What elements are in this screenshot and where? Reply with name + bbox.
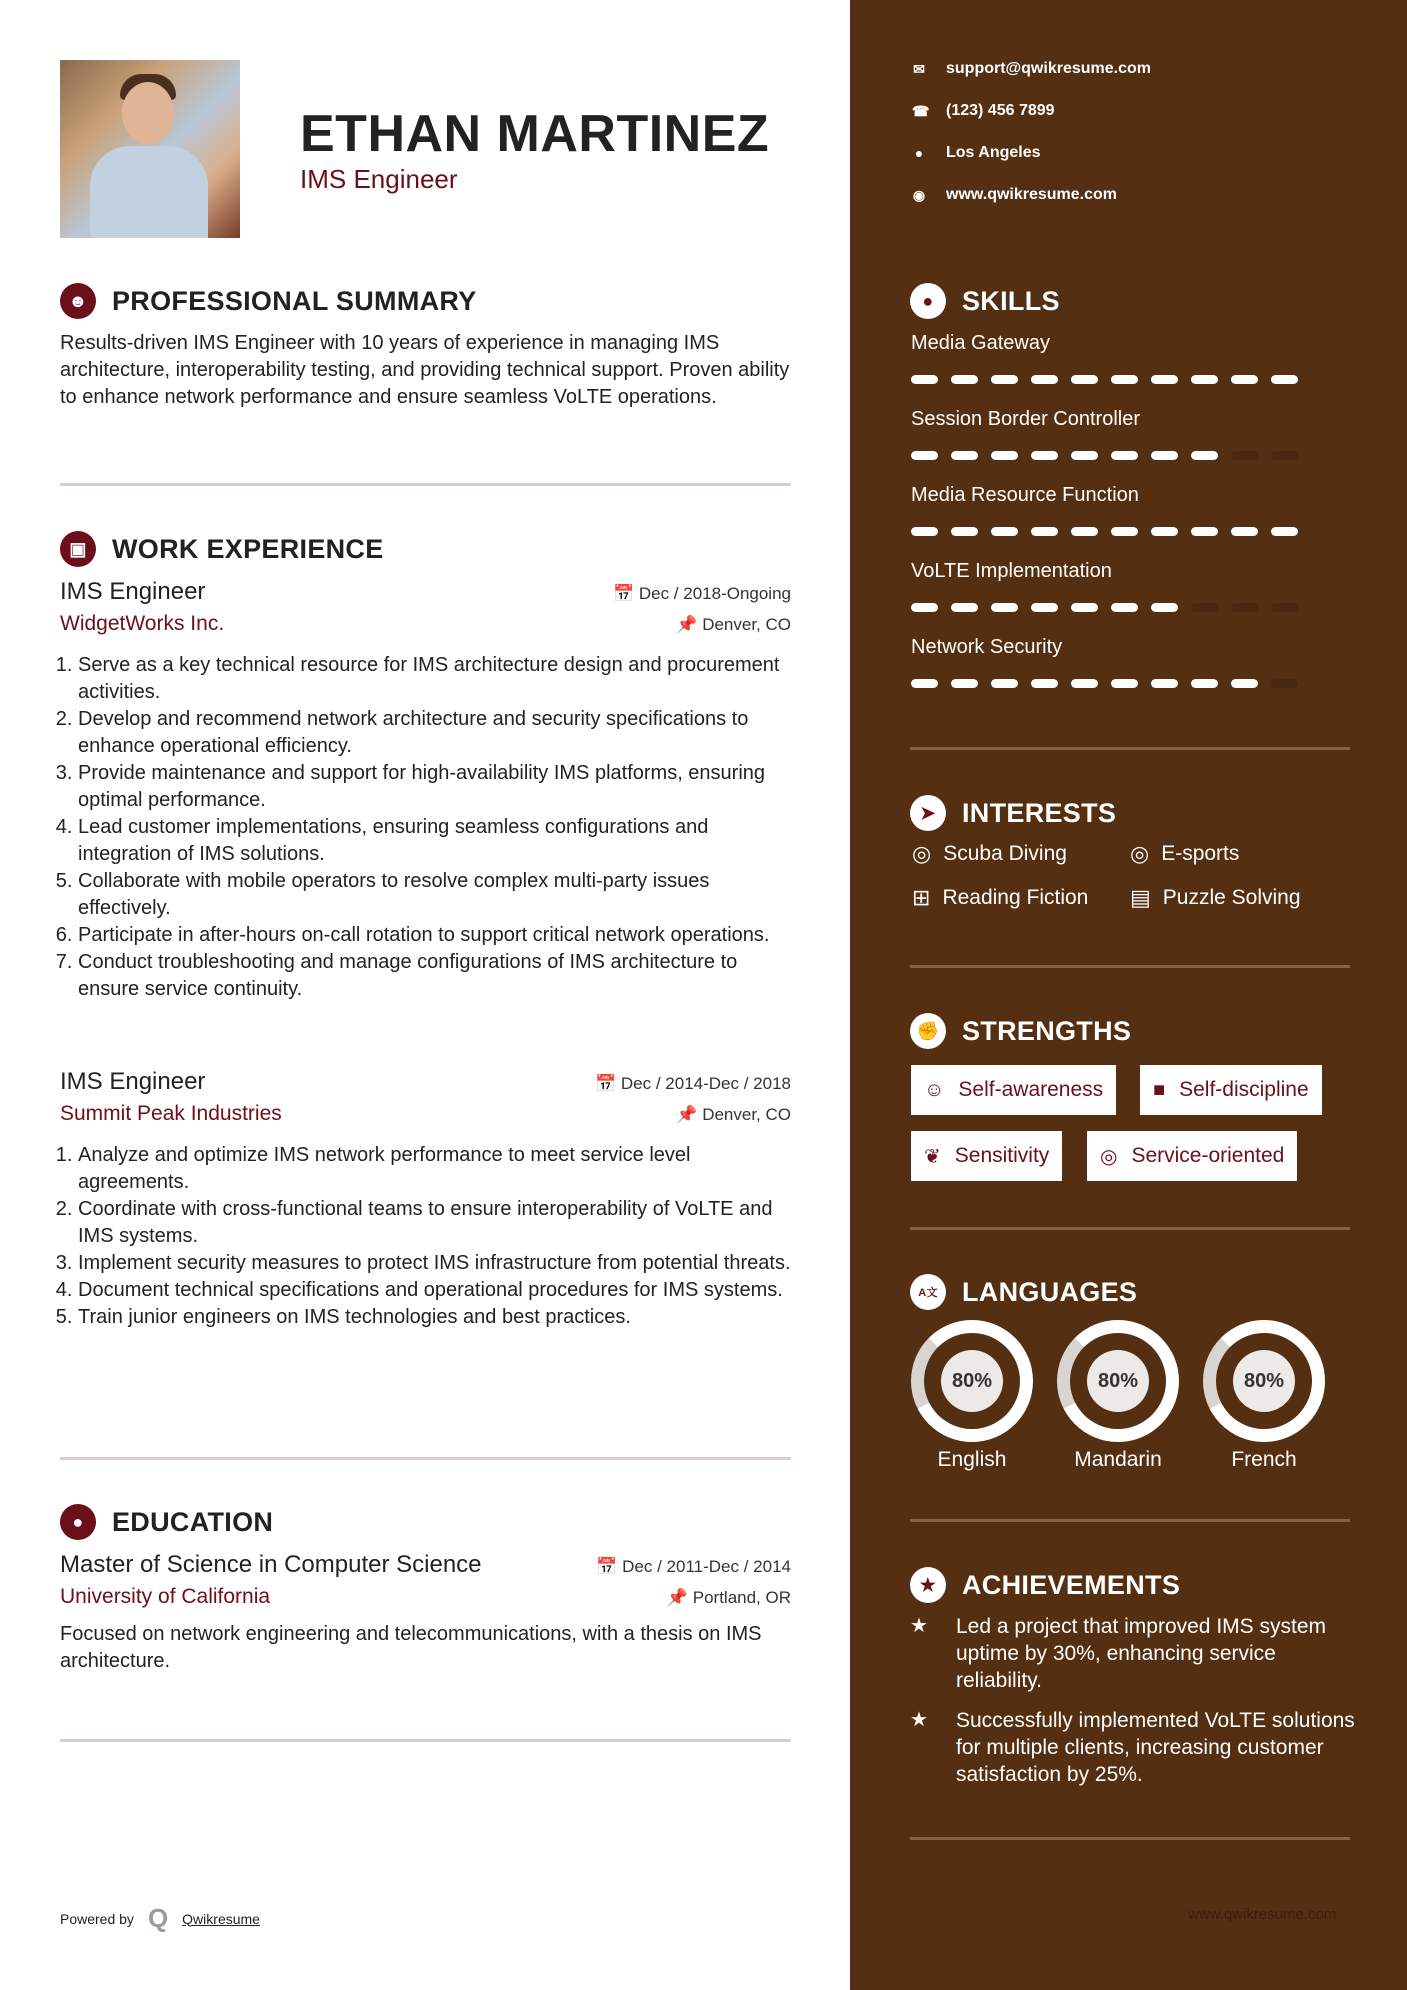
- email-link[interactable]: support@qwikresume.com: [946, 60, 1151, 77]
- map-pin-icon: ●: [914, 145, 924, 161]
- chair-icon: ▣: [60, 531, 96, 567]
- job-title: IMS Engineer: [60, 578, 206, 605]
- phone-text: (123) 456 7899: [946, 102, 1055, 119]
- skill-segment-filled: [1031, 451, 1058, 460]
- contact-location: [912, 141, 1151, 165]
- job-date: [613, 584, 791, 604]
- skill-segment-filled: [1031, 679, 1058, 688]
- powered-by-text: Powered by: [60, 1910, 134, 1927]
- skill-segment-filled: [1271, 375, 1298, 384]
- strength-chip: [1140, 1065, 1322, 1115]
- achievements-heading: [910, 1567, 1180, 1603]
- languages-heading: [910, 1274, 1137, 1310]
- divider: [910, 1837, 1350, 1840]
- skill-segment-filled: [1231, 375, 1258, 384]
- interest-label: E-sports: [1161, 842, 1240, 865]
- skill-segment-filled: [991, 375, 1018, 384]
- divider: [60, 483, 791, 486]
- skill-segment-filled: [911, 603, 938, 612]
- job-date-text: Dec / 2018-Ongoing: [638, 584, 791, 603]
- skills-list: [911, 332, 1298, 712]
- degree: Master of Science in Computer Science: [60, 1551, 482, 1578]
- user-circle-icon: ☺: [924, 1078, 945, 1101]
- lifebuoy-icon: ◎: [1130, 841, 1150, 866]
- achievement-item: [910, 1707, 1360, 1788]
- skill-item: [911, 484, 1298, 560]
- experience-heading-text: WORK EXPERIENCE: [112, 533, 384, 564]
- ring-inner: [924, 1333, 1020, 1429]
- user-icon: ☻: [60, 283, 96, 319]
- skill-segment-empty: [1271, 451, 1298, 460]
- job-bullet: 1. Serve as a key technical resource for IMS architecture design and procurement activities.: [78, 652, 791, 706]
- skill-segment-filled: [951, 527, 978, 536]
- skill-segment-filled: [951, 603, 978, 612]
- divider: [910, 747, 1350, 750]
- education-heading-text: EDUCATION: [112, 1506, 274, 1537]
- divider: [910, 965, 1350, 968]
- skill-segment-filled: [1191, 451, 1218, 460]
- skill-segment-filled: [911, 451, 938, 460]
- skill-level-bar: [911, 603, 1298, 612]
- lifebuoy-icon: ◎: [912, 841, 932, 866]
- interest-item: [1130, 841, 1239, 867]
- strengths-heading: [910, 1013, 1131, 1049]
- calendar-icon: 📅: [612, 584, 639, 603]
- education-location-text: Portland, OR: [692, 1588, 791, 1607]
- leaf-icon: ❦: [924, 1145, 941, 1168]
- skill-segment-filled: [951, 679, 978, 688]
- translate-icon: A文: [910, 1274, 946, 1310]
- strength-label: Self-discipline: [1179, 1078, 1309, 1101]
- qwikresume-link[interactable]: Qwikresume: [182, 1910, 260, 1927]
- language-progress-ring: [911, 1320, 1033, 1442]
- skill-item: [911, 332, 1298, 408]
- divider: [60, 1739, 791, 1742]
- language-item: [1203, 1320, 1325, 1472]
- phone-icon: ☎: [912, 102, 930, 119]
- envelope-icon: ✉: [913, 60, 925, 77]
- job-entry: [60, 578, 791, 1003]
- skill-segment-filled: [1071, 527, 1098, 536]
- job-bullet: 5. Collaborate with mobile operators to resolve complex multi-party issues effectively.: [78, 868, 791, 922]
- divider: [910, 1227, 1350, 1230]
- interest-item: [912, 841, 1067, 867]
- candidate-name: ETHAN MARTINEZ: [300, 105, 770, 163]
- skill-segment-filled: [1151, 375, 1178, 384]
- contact-list: [912, 57, 1151, 207]
- skill-segment-filled: [1071, 451, 1098, 460]
- education-location: [667, 1588, 791, 1608]
- job-location-text: Denver, CO: [702, 1105, 791, 1124]
- interest-label: Scuba Diving: [943, 842, 1067, 865]
- achievement-text: Successfully implemented VoLTE solutions for multiple clients, increasing customer satisfaction by 25%.: [956, 1709, 1355, 1786]
- pin-icon: 📌: [666, 1588, 693, 1607]
- language-name: French: [1231, 1448, 1297, 1471]
- strength-label: Service-oriented: [1131, 1144, 1285, 1167]
- job-entry: [60, 1068, 791, 1331]
- interest-item: [912, 885, 1088, 911]
- language-name: English: [937, 1448, 1007, 1471]
- skill-segment-filled: [911, 527, 938, 536]
- skill-segment-filled: [1071, 679, 1098, 688]
- job-bullet: 3. Implement security measures to protect IMS infrastructure from potential threats.: [78, 1250, 791, 1277]
- job-bullet: 3. Provide maintenance and support for high-availability IMS platforms, ensuring optimal performance.: [78, 760, 791, 814]
- job-location: [676, 615, 791, 635]
- skill-segment-empty: [1231, 451, 1258, 460]
- interest-label: Puzzle Solving: [1162, 886, 1301, 909]
- job-company: WidgetWorks Inc.: [60, 612, 225, 635]
- summary-heading-text: PROFESSIONAL SUMMARY: [112, 285, 477, 316]
- skill-segment-filled: [1031, 375, 1058, 384]
- fist-icon: ✊: [910, 1013, 946, 1049]
- summary-heading: [60, 283, 477, 319]
- skill-name: VoLTE Implementation: [911, 560, 1112, 582]
- website-link[interactable]: www.qwikresume.com: [946, 186, 1118, 203]
- job-date: [595, 1074, 791, 1094]
- skill-segment-filled: [991, 679, 1018, 688]
- skill-segment-filled: [1111, 603, 1138, 612]
- skill-name: Network Security: [911, 636, 1063, 658]
- language-progress-ring: [1057, 1320, 1179, 1442]
- education-date: [596, 1557, 791, 1577]
- skill-segment-filled: [1111, 375, 1138, 384]
- job-bullet: 7. Conduct troubleshooting and manage configurations of IMS architecture to ensure service continuity.: [78, 949, 791, 1003]
- skill-segment-filled: [1231, 527, 1258, 536]
- skills-heading-text: SKILLS: [962, 285, 1060, 316]
- strength-chip: [911, 1065, 1116, 1115]
- contact-email: [912, 57, 1151, 81]
- ring-inner: [1216, 1333, 1312, 1429]
- strength-label: Sensitivity: [954, 1144, 1050, 1167]
- skill-segment-filled: [991, 603, 1018, 612]
- skill-segment-filled: [1151, 527, 1178, 536]
- job-bullets: [60, 652, 791, 1003]
- interest-item: [1130, 885, 1301, 911]
- strength-chip: [911, 1131, 1062, 1181]
- job-location-text: Denver, CO: [702, 615, 791, 634]
- skill-segment-filled: [991, 527, 1018, 536]
- skill-level-bar: [911, 451, 1298, 460]
- skill-segment-filled: [1031, 603, 1058, 612]
- skill-level-bar: [911, 679, 1298, 688]
- pin-icon: 📌: [676, 1105, 703, 1124]
- job-bullets: [60, 1142, 791, 1331]
- job-bullet: 2. Develop and recommend network architecture and security specifications to enhance operational efficiency.: [78, 706, 791, 760]
- language-progress-ring: [1203, 1320, 1325, 1442]
- job-bullet: 4. Document technical specifications and operational procedures for IMS systems.: [78, 1277, 791, 1304]
- education-description: Focused on network engineering and telecommunications, with a thesis on IMS architecture.: [60, 1623, 762, 1672]
- skill-item: [911, 636, 1298, 712]
- contact-phone: [912, 99, 1151, 123]
- skill-item: [911, 560, 1298, 636]
- footer-powered: [60, 1903, 260, 1934]
- skill-segment-filled: [1191, 375, 1218, 384]
- skill-segment-empty: [1231, 603, 1258, 612]
- language-item: [911, 1320, 1033, 1472]
- school: University of California: [60, 1585, 271, 1608]
- skill-segment-filled: [1151, 603, 1178, 612]
- location-text: Los Angeles: [946, 144, 1041, 161]
- interests-heading: [910, 795, 1116, 831]
- skill-segment-filled: [951, 451, 978, 460]
- lock-icon: ■: [1153, 1078, 1166, 1101]
- achievement-item: [910, 1613, 1360, 1694]
- interest-label: Reading Fiction: [942, 886, 1089, 909]
- lightbulb-icon: ●: [910, 283, 946, 319]
- skill-name: Media Resource Function: [911, 484, 1139, 506]
- language-item: [1057, 1320, 1179, 1472]
- skill-segment-filled: [1151, 679, 1178, 688]
- language-name: Mandarin: [1074, 1448, 1162, 1471]
- education-entry: [60, 1551, 791, 1675]
- skill-level-bar: [911, 375, 1298, 384]
- language-percent: 80%: [1087, 1350, 1149, 1412]
- strength-label: Self-awareness: [958, 1078, 1104, 1101]
- calendar-icon: 📅: [595, 1074, 621, 1093]
- skill-segment-filled: [911, 679, 938, 688]
- divider: [910, 1519, 1350, 1522]
- skill-segment-filled: [1031, 527, 1058, 536]
- pin-icon: 📌: [676, 615, 703, 634]
- gamepad-icon: ⊞: [912, 885, 931, 910]
- skill-segment-filled: [911, 375, 938, 384]
- skill-segment-filled: [1111, 527, 1138, 536]
- experience-heading: [60, 531, 384, 567]
- education-date-text: Dec / 2011-Dec / 2014: [622, 1557, 791, 1576]
- lifebuoy-icon: ◎: [1100, 1145, 1118, 1168]
- book-icon: ▤: [1130, 885, 1151, 910]
- job-title: IMS Engineer: [60, 1068, 206, 1095]
- strengths-heading-text: STRENGTHS: [962, 1015, 1132, 1046]
- qwikresume-logo-icon: Q: [147, 1903, 169, 1933]
- skill-segment-filled: [1111, 451, 1138, 460]
- skill-segment-filled: [1151, 451, 1178, 460]
- ring-inner: [1070, 1333, 1166, 1429]
- skill-item: [911, 408, 1298, 484]
- job-company: Summit Peak Industries: [60, 1102, 282, 1125]
- skill-level-bar: [911, 527, 1298, 536]
- skill-segment-filled: [1071, 603, 1098, 612]
- skills-heading: [910, 283, 1060, 319]
- achievements-heading-text: ACHIEVEMENTS: [962, 1569, 1181, 1600]
- globe-icon: ◉: [912, 186, 926, 203]
- candidate-title: IMS Engineer: [300, 164, 458, 194]
- star-icon: ★: [910, 1615, 928, 1637]
- star-icon: ★: [910, 1709, 928, 1731]
- skill-name: Session Border Controller: [911, 408, 1140, 430]
- summary-text: Results-driven IMS Engineer with 10 years of experience in managing IMS architecture, interoperability testing, and providing technical support. Proven ability to enhance network performance and ensure seamless VoLTE operations.: [60, 332, 790, 408]
- job-bullet: 5. Train junior engineers on IMS technologies and best practices.: [78, 1304, 791, 1331]
- job-bullet: 6. Participate in after-hours on-call rotation to support critical network operations.: [78, 922, 791, 949]
- footer-watermark: www.qwikresume.com: [1188, 1906, 1337, 1923]
- language-percent: 80%: [1233, 1350, 1295, 1412]
- skill-name: Media Gateway: [911, 332, 1050, 354]
- sidebar: [850, 0, 1407, 1990]
- education-heading: [60, 1504, 273, 1540]
- interests-heading-text: INTERESTS: [962, 797, 1117, 828]
- skill-segment-filled: [1191, 527, 1218, 536]
- job-bullet: 2. Coordinate with cross-functional teams to ensure interoperability of VoLTE and IMS systems.: [78, 1196, 791, 1250]
- skill-segment-filled: [1191, 679, 1218, 688]
- skill-segment-filled: [1111, 679, 1138, 688]
- skill-segment-filled: [1271, 527, 1298, 536]
- skill-segment-filled: [991, 451, 1018, 460]
- job-bullet: 1. Analyze and optimize IMS network performance to meet service level agreements.: [78, 1142, 791, 1196]
- languages-heading-text: LANGUAGES: [962, 1276, 1138, 1307]
- skill-segment-filled: [1071, 375, 1098, 384]
- divider: [60, 1457, 791, 1460]
- achievement-text: Led a project that improved IMS system uptime by 30%, enhancing service reliability.: [956, 1615, 1326, 1692]
- graduate-icon: ●: [60, 1504, 96, 1540]
- job-bullet: 4. Lead customer implementations, ensuring seamless configurations and integration of IMS solutions.: [78, 814, 791, 868]
- skill-segment-empty: [1271, 679, 1298, 688]
- star-badge-icon: ★: [910, 1567, 946, 1603]
- contact-website: [912, 183, 1151, 207]
- skill-segment-filled: [1231, 679, 1258, 688]
- job-location: [676, 1105, 791, 1125]
- skill-segment-empty: [1191, 603, 1218, 612]
- job-date-text: Dec / 2014-Dec / 2018: [620, 1074, 791, 1093]
- strength-chip: [1087, 1131, 1297, 1181]
- calendar-icon: 📅: [596, 1557, 623, 1576]
- paper-plane-icon: ➤: [910, 795, 946, 831]
- skill-segment-empty: [1271, 603, 1298, 612]
- profile-photo: [60, 60, 240, 238]
- skill-segment-filled: [951, 375, 978, 384]
- language-percent: 80%: [941, 1350, 1003, 1412]
